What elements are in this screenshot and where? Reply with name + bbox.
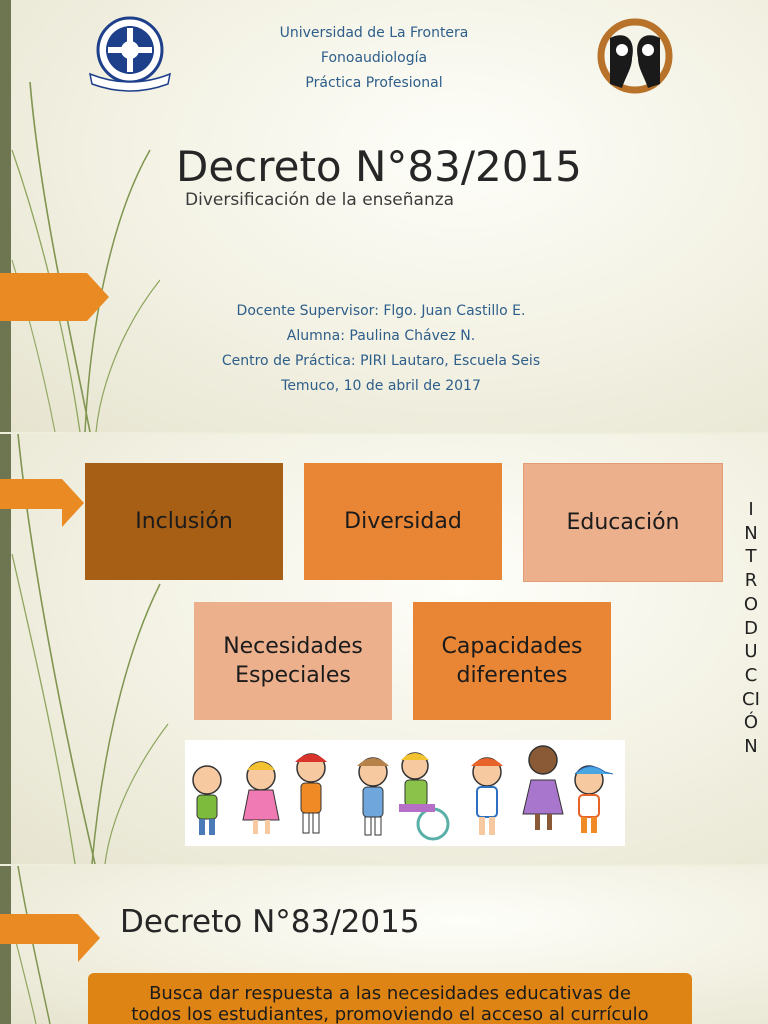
decreto-description-line1: Busca dar respuesta a las necesidades educativas de bbox=[149, 983, 631, 1004]
vertical-introduccion-text: I N T R O D U C CI Ó N bbox=[742, 499, 760, 758]
box-necesidades-especiales: Necesidades Especiales bbox=[194, 602, 392, 720]
slide-title-heading: Decreto N°83/2015 bbox=[176, 142, 582, 191]
date-text: Temuco, 10 de abril de 2017 bbox=[281, 378, 481, 394]
box-diversidad: Diversidad bbox=[304, 463, 502, 580]
orange-arrow bbox=[0, 479, 62, 509]
children-illustration bbox=[185, 740, 625, 846]
department-name: Fonoaudiología bbox=[320, 50, 428, 66]
box-capacidades-diferentes: Capacidades diferentes bbox=[413, 602, 611, 720]
course-name: Práctica Profesional bbox=[305, 75, 443, 91]
practice-center-text: Centro de Práctica: PIRI Lautaro, Escuela Seis bbox=[221, 353, 541, 369]
decreto-description-line2: todos los estudiantes, promoviendo el acceso al currículo bbox=[131, 1004, 649, 1024]
slide-introduction bbox=[0, 434, 768, 864]
box-inclusion: Inclusión bbox=[85, 463, 283, 580]
supervisor-text: Docente Supervisor: Flgo. Juan Castillo E. bbox=[236, 303, 526, 319]
slide-title bbox=[0, 0, 768, 432]
decreto-description-box bbox=[88, 973, 692, 1024]
student-text: Alumna: Paulina Chávez N. bbox=[286, 328, 476, 344]
slide-decreto bbox=[0, 866, 768, 1024]
slide-decreto-title: Decreto N°83/2015 bbox=[120, 904, 420, 940]
university-name: Universidad de La Frontera bbox=[279, 25, 469, 41]
orange-arrow bbox=[0, 914, 78, 944]
box-educacion: Educación bbox=[523, 463, 723, 582]
slide-subtitle: Diversificación de la enseñanza bbox=[185, 190, 455, 210]
